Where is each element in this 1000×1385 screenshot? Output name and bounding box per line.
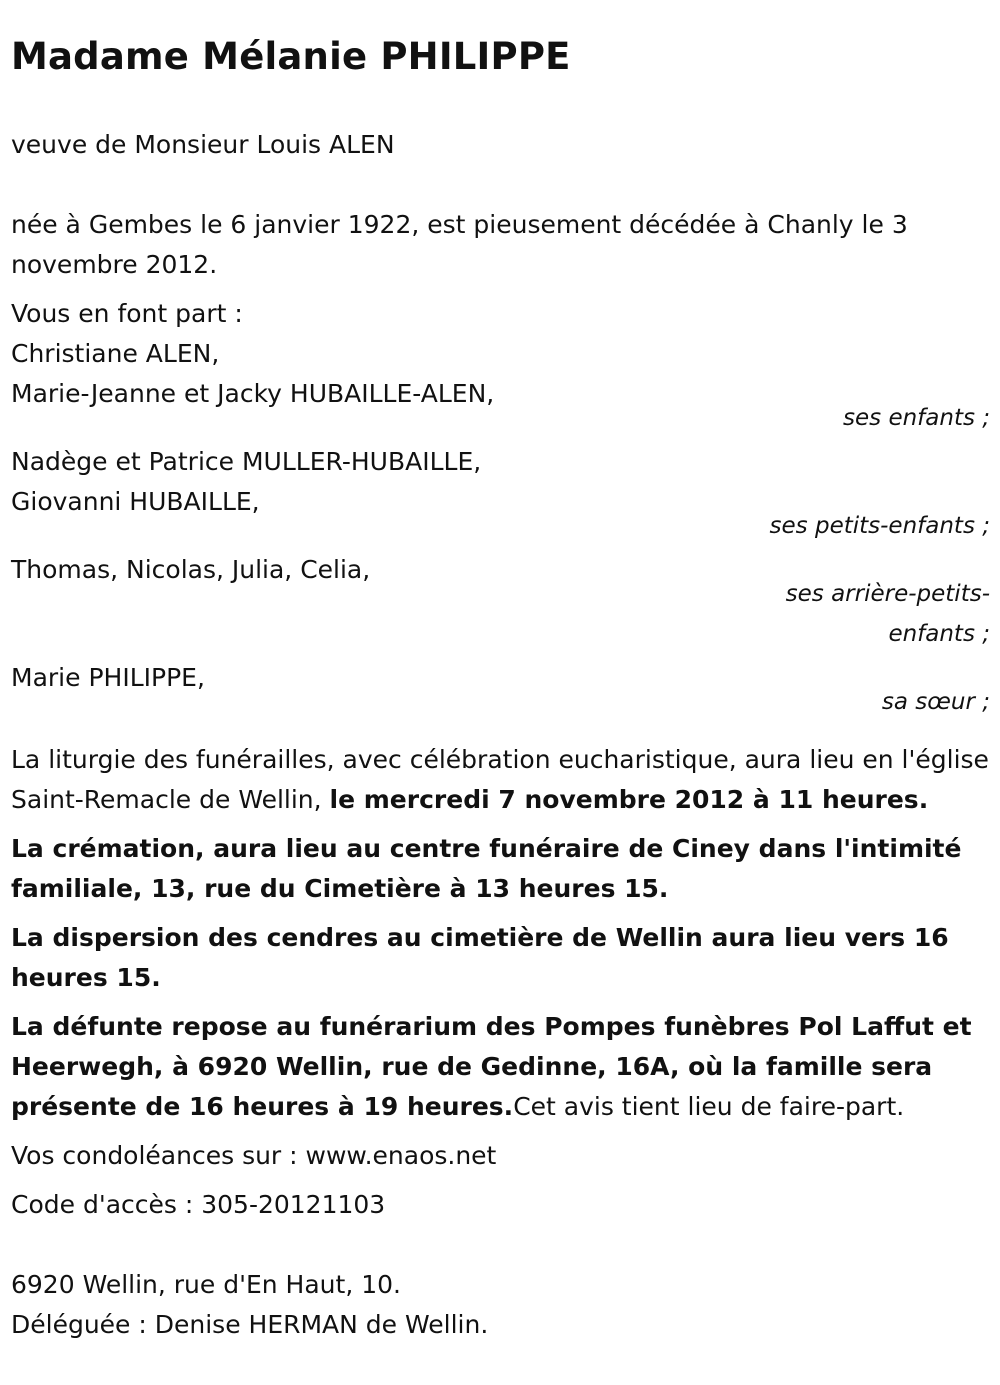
family-member-line: Thomas, Nicolas, Julia, Celia, bbox=[11, 555, 371, 584]
widow-of-line: veuve de Monsieur Louis ALEN bbox=[11, 130, 395, 159]
rest-bold-text: La défunte repose au funérarium des Pompes funèbres Pol Laffut et Heerwegh, à 6920 Wellin, rue de Gedinne, 16A, où la famille sera présente de 16 heures à 19 heures. bbox=[11, 1012, 972, 1121]
liturgy-text: La liturgie des funérailles, avec célébration eucharistique, aura lieu en l'église Saint-Remacle de Wellin, bbox=[11, 745, 989, 814]
access-code-line: Code d'accès : 305-20121103 bbox=[11, 1190, 386, 1219]
liturgy-date: le mercredi 7 novembre 2012 à 11 heures. bbox=[329, 785, 929, 814]
birth-death-text: née à Gembes le 6 janvier 1922, est pieusement décédée à Chanly le 3 novembre 2012. bbox=[11, 210, 908, 279]
grandchildren-group bbox=[11, 442, 990, 546]
family-member-line: Giovanni HUBAILLE, bbox=[11, 487, 260, 516]
cremation-paragraph: La crémation, aura lieu au centre funéraire de Ciney dans l'intimité familiale, 13, rue du Cimetière à 13 heures 15. bbox=[11, 834, 962, 903]
delegate-line: Déléguée : Denise HERMAN de Wellin. bbox=[11, 1310, 489, 1339]
relation-children: ses enfants ; bbox=[843, 405, 990, 431]
address-line: 6920 Wellin, rue d'En Haut, 10. bbox=[11, 1270, 401, 1299]
rest-paragraph bbox=[11, 1007, 990, 1127]
relation-great-grandchildren-2: enfants ; bbox=[888, 621, 990, 647]
children-group bbox=[11, 334, 990, 438]
relation-sister: sa sœur ; bbox=[881, 689, 990, 715]
great-grandchildren-group bbox=[11, 550, 990, 654]
deceased-name-title: Madame Mélanie PHILIPPE bbox=[11, 35, 571, 78]
sister-group bbox=[11, 658, 990, 722]
family-member-line: Christiane ALEN, bbox=[11, 339, 220, 368]
notice-text: Cet avis tient lieu de faire-part. bbox=[513, 1092, 905, 1121]
dispersion-paragraph: La dispersion des cendres au cimetière de Wellin aura lieu vers 16 heures 15. bbox=[11, 923, 949, 992]
condolences-line: Vos condoléances sur : www.enaos.net bbox=[11, 1141, 497, 1170]
family-member-line: Marie-Jeanne et Jacky HUBAILLE-ALEN, bbox=[11, 379, 495, 408]
relation-grandchildren: ses petits-enfants ; bbox=[769, 513, 990, 539]
announce-intro: Vous en font part : bbox=[11, 299, 243, 328]
family-member-line: Marie PHILIPPE, bbox=[11, 663, 205, 692]
relation-great-grandchildren-1: ses arrière-petits- bbox=[785, 581, 990, 607]
liturgy-paragraph bbox=[11, 740, 990, 820]
family-member-line: Nadège et Patrice MULLER-HUBAILLE, bbox=[11, 447, 482, 476]
